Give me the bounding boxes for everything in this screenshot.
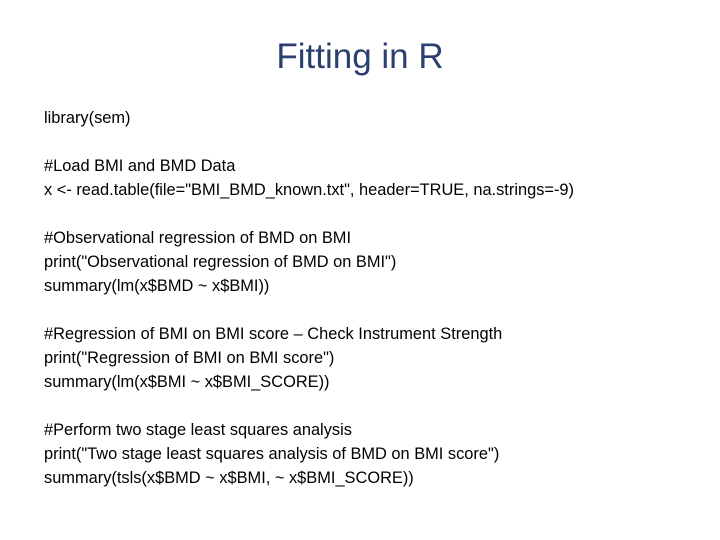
code-block-load-data [44,154,704,202]
code-line: library(sem) [44,109,131,127]
slide-title: Fitting in R [276,37,444,76]
code-comment: #Load BMI and BMD Data [44,157,236,175]
code-block-observational [44,226,704,298]
code-line: print("Regression of BMI on BMI score") [44,349,335,367]
code-line: x <- read.table(file="BMI_BMD_known.txt", header=TRUE, na.strings=-9) [44,181,574,199]
code-line: summary(lm(x$BMI ~ x$BMI_SCORE)) [44,373,330,391]
code-body [44,106,704,514]
code-block-instrument-strength [44,322,704,394]
code-comment: #Perform two stage least squares analysis [44,421,352,439]
code-line: summary(lm(x$BMD ~ x$BMI)) [44,277,270,295]
code-line: summary(tsls(x$BMD ~ x$BMI, ~ x$BMI_SCORE)) [44,469,414,487]
code-line: print("Two stage least squares analysis of BMD on BMI score") [44,445,500,463]
code-comment: #Observational regression of BMD on BMI [44,229,352,247]
code-line: print("Observational regression of BMD on BMI") [44,253,397,271]
code-block-two-stage [44,418,704,490]
code-block-library [44,106,704,130]
code-comment: #Regression of BMI on BMI score – Check Instrument Strength [44,325,503,343]
